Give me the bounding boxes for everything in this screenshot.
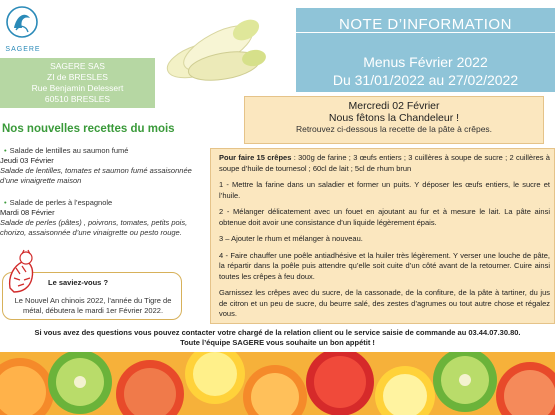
recipe-description: Salade de perles (pâtes) , poivrons, tomates, petits pois, chorizo, assaisonnée d’une vinaigrette ou pesto rouge. (0, 218, 188, 237)
bullet-icon: • (4, 198, 7, 207)
address-line: SAGERE SAS (50, 61, 105, 71)
footer (0, 328, 555, 348)
section-title: Nos nouvelles recettes du mois (2, 123, 175, 135)
bullet-icon: • (4, 146, 7, 155)
recipe-title: Salade de perles à l’espagnole (9, 198, 113, 207)
recipe-description: Salade de lentilles, tomates et saumon fumé assaisonnée d’une vinaigrette maison (0, 166, 192, 185)
recipe-date: Mardi 08 Février (0, 208, 55, 217)
event-subtitle: Retrouvez ci-dessous la recette de la pâte à crêpes. (295, 124, 493, 134)
did-you-know-text: Le Nouvel An chinois 2022, l’année du Tigre de métal, débutera le mardi 1er Février 2022. (14, 296, 172, 315)
logo-text: SAGERE (5, 46, 41, 53)
footer-wish: Toute l’équipe SAGERE vous souhaite un bon appétit ! (180, 338, 375, 347)
did-you-know-title: Le saviez-vous ? (48, 278, 109, 287)
recipe-step: 1 - Mettre la farine dans un saladier et former un puits. Y déposer les œufs entiers, le sucre et l’huile. (219, 180, 550, 200)
recipe-step: Garnissez les crêpes avec du sucre, de la cassonade, de la confiture, de la pâte à tartiner, du jus de citron et un peu de sucre, du beurre salé, des zestes d’agrumes ou tout autre chose et régalez vous. (219, 288, 550, 318)
footer-contact: Si vous avez des questions vous pouvez contacter votre chargé de la relation client ou le service saisie de commande au 03.44.07.30.80. (34, 328, 521, 337)
tiger-icon (4, 248, 40, 296)
recipe-step: 4 - Faire chauffer une poêle antiadhésive et la huiler très légèrement. Y verser une louche de pâte, la répartir dans la poêle puis attendre qu’elle soit cuite d’un côté avant de la retourner. Cuire ainsi toutes les crêpes à feu doux. (219, 250, 550, 281)
recipe-item (0, 146, 200, 186)
address-line: ZI de BRESLES (47, 72, 108, 82)
recipe-date: Jeudi 03 Février (0, 156, 54, 165)
event-date: Mercredi 02 Février (348, 100, 440, 112)
recipe-step: 3 – Ajouter le rhum et mélanger à nouveau. (219, 234, 363, 243)
event-box (244, 96, 544, 144)
event-title: Nous fêtons la Chandeleur ! (328, 112, 460, 124)
menus-dates: Du 31/01/2022 au 27/02/2022 (332, 72, 519, 88)
note-header (296, 8, 555, 92)
recipe-item (0, 198, 200, 238)
crepe-recipe (210, 148, 555, 324)
recipe-step: 2 - Mélanger délicatement avec un fouet en ajoutant au fur et à mesure le lait. La pâte ainsi obtenue doit avoir une consistance d’un liquide légèrement épais. (219, 207, 550, 227)
address-line: 60510 BRESLES (44, 94, 111, 104)
address-box (0, 58, 155, 108)
menus-title: Menus Février 2022 (363, 54, 488, 70)
recipe-lead: Pour faire 15 crêpes (219, 153, 292, 162)
note-title: NOTE D’INFORMATION (339, 16, 512, 33)
recipe-ingredients: : 300g de farine ; 3 œufs entiers ; 3 cuillères à soupe de sucre ; 2 cuillères à soupe d’huile de tournesol ; 60cl de lait ; 5cl de rhum brun (219, 153, 550, 173)
recipe-title: Salade de lentilles au saumon fumé (9, 146, 129, 155)
endive-image (160, 8, 270, 90)
note-divider (296, 32, 555, 33)
address-line: Rue Benjamin Delessert (31, 83, 124, 93)
fruit-banner-image (0, 352, 555, 415)
